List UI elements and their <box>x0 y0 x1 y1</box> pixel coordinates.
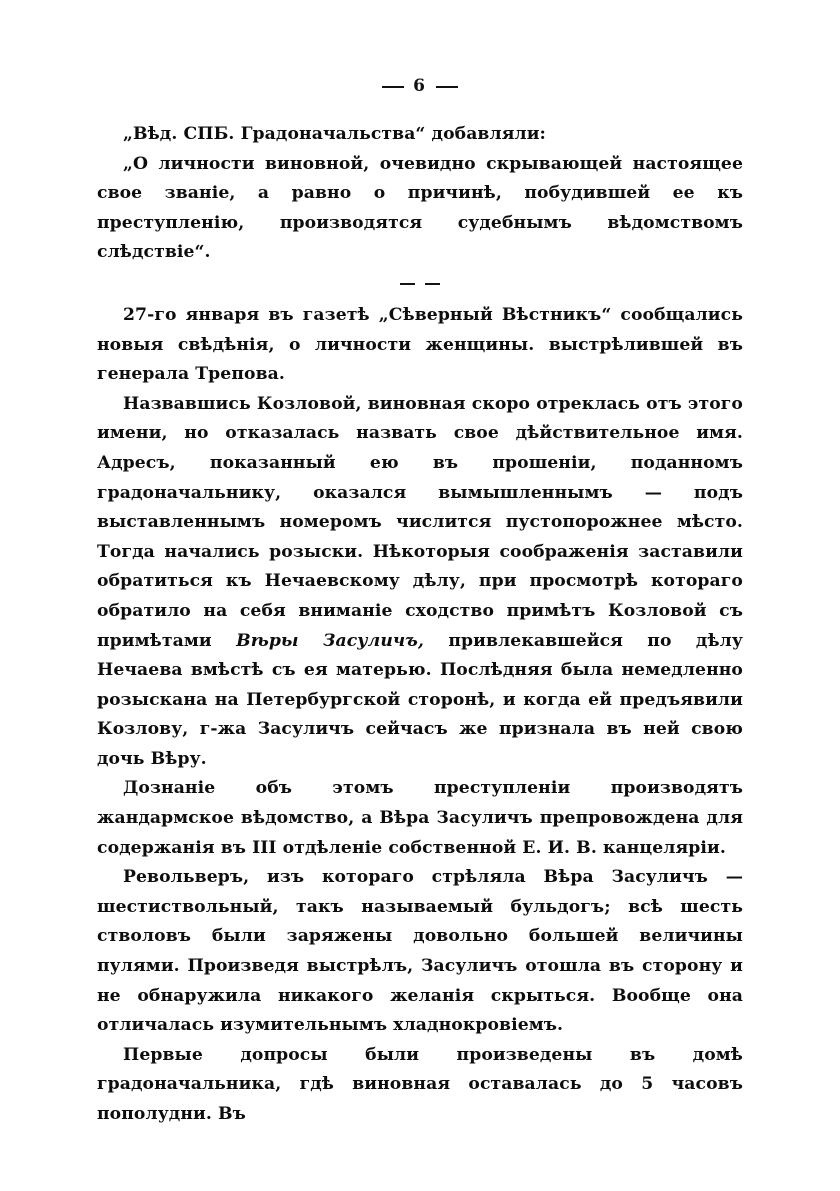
paragraph-5: Дознаніе объ этомъ преступленіи производятъ жандармское вѣдомство, а Вѣра Засуличъ препровождена для содержанія въ III отдѣленіе собственной Е. И. В. канцеляріи. <box>97 778 743 858</box>
rule-left-icon <box>382 86 404 88</box>
paragraph-6: Револьверъ, изъ котораго стрѣляла Вѣра Засуличъ — шестиствольный, такъ называемый бульдогъ; всѣ шесть стволовъ были заряжены довольно большей величины пулями. Произведя выстрѣлъ, Засуличъ отошла въ сторону и не обнаружила никакого желанія скрыться. Вообще она отличалась изумительнымъ хладнокровіемъ. <box>97 867 743 1036</box>
separator-dash-left-icon <box>400 283 415 285</box>
document-body <box>97 120 743 1130</box>
paragraph-4 <box>97 390 743 775</box>
rule-right-icon <box>436 86 458 88</box>
paragraph-4-part-2: привлекавшейся по дѣлу Нечаева вмѣстѣ съ ея матерью. Послѣдняя была немедленно розыскана на Петербургской сторонѣ, и когда ей предъявили Козлову, г-жа Засуличъ сейчасъ же признала въ ней свою дочь Вѣру. <box>97 630 743 769</box>
paragraph-1: „Вѣд. СПБ. Градоначальства“ добавляли: <box>123 124 546 144</box>
paragraph-4-part-1: Назвавшись Козловой, виновная скоро отреклась отъ этого имени, но отказалась назвать свое дѣйствительное имя. Адресъ, показанный ею въ прошеніи, поданномъ градоначальнику, оказался вымышленнымъ — подъ выставленнымъ номеромъ числится пустопорожнее мѣсто. Тогда начались розыски. Нѣкоторыя соображенія заставили обратиться къ Нечаевскому дѣлу, при просмотрѣ котораго обратило на себя вниманіе сходство примѣтъ Козловой съ примѣтами <box>97 393 743 651</box>
page-number: 6 <box>413 76 427 96</box>
paragraph-7: Первые допросы были произведены въ домѣ градоначальника, гдѣ виновная оставалась до 5 часовъ пополудни. Въ <box>97 1044 743 1124</box>
page-number-header <box>0 76 840 96</box>
paragraph-4-italic-name: Вѣры Засуличъ, <box>236 630 424 651</box>
separator-dash-right-icon <box>425 283 440 285</box>
paragraph-3: 27-го января въ газетѣ „Сѣверный Вѣстникъ“ сообщались новыя свѣдѣнія, о личности женщины. выстрѣлившей въ генерала Трепова. <box>97 304 743 385</box>
paragraph-separator <box>97 271 743 295</box>
paragraph-2: „О личности виновной, очевидно скрывающей настоящее свое званіе, а равно о причинѣ, побудившей ее къ преступленію, производятся судебнымъ вѣдомствомъ слѣдствіе“. <box>97 153 743 263</box>
